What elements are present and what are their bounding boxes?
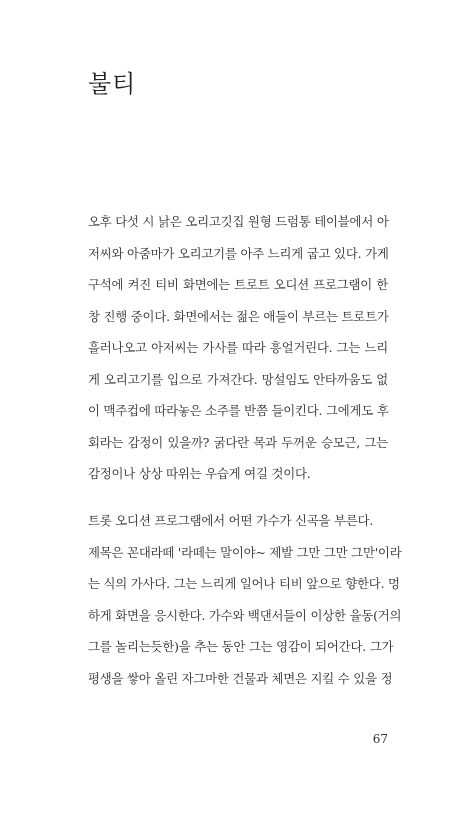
text-line: 게 오리고기를 입으로 가져간다. 망설임도 안타까움도 없: [88, 371, 388, 387]
text-line: 는 식의 가사다. 그는 느리게 일어나 티비 앞으로 향한다. 멍: [88, 576, 400, 591]
paragraph-1: [88, 206, 388, 490]
text-line: 오후 다섯 시 낡은 오리고깃집 원형 드럼통 테이블에서 아: [88, 214, 389, 229]
text-line: 하게 화면을 응시한다. 가수와 백댄서들이 이상한 율동(거의: [88, 607, 402, 623]
text-line: 저씨와 아줌마가 오리고기를 아주 느리게 굽고 있다. 가게: [88, 245, 389, 261]
text-line: 감정이나 상상 따위는 우습게 여길 것이다.: [88, 466, 311, 481]
text-line: 창 진행 중이다. 화면에서는 젊은 애들이 부르는 트로트가: [88, 308, 389, 324]
page-number: 67: [372, 732, 388, 746]
text-line: 제목은 꼰대라떼 '라떼는 말이야~ 제발 그만 그만 그만'이라: [88, 544, 402, 560]
text-line: 평생을 쌓아 올린 자그마한 건물과 체면은 지킬 수 있을 정: [88, 670, 393, 686]
text-line: 회라는 감정이 있을까? 굵다란 목과 두꺼운 승모근, 그는: [88, 434, 388, 450]
text-line: 이 맥주컵에 따라놓은 소주를 반쯤 들이킨다. 그에게도 후: [88, 403, 389, 418]
chapter-title: 불티: [88, 70, 137, 98]
text-line: 구석에 켜진 티비 화면에는 트로트 오디션 프로그램이 한: [88, 277, 388, 292]
paragraph-2: [88, 505, 402, 694]
text-line: 흘러나오고 아저씨는 가사를 따라 흥얼거린다. 그는 느리: [88, 340, 388, 355]
text-line: 트롯 오디션 프로그램에서 어떤 가수가 신곡을 부른다.: [88, 513, 374, 528]
text-line: 그를 놀리는듯한)을 추는 동안 그는 영감이 되어간다. 그가: [88, 639, 394, 654]
